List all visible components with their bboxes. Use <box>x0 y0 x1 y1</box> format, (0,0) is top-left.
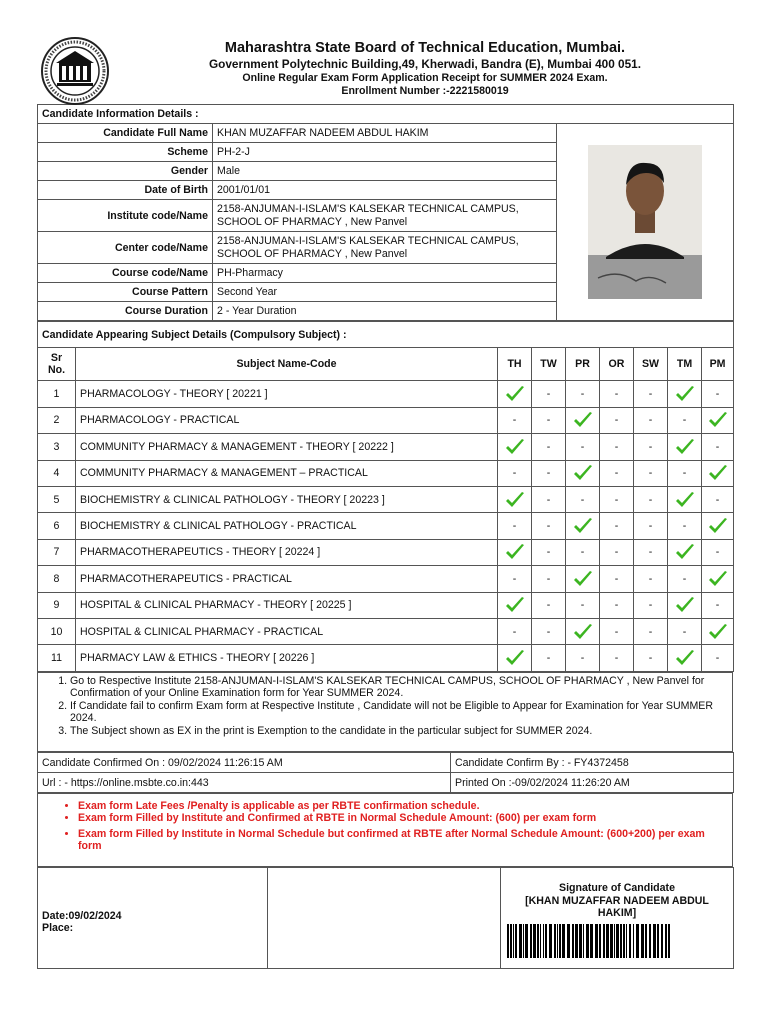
barcode-bar <box>525 924 528 958</box>
barcode-bar <box>545 924 547 958</box>
cell-or: - <box>600 645 634 671</box>
cell-tw: - <box>532 486 566 512</box>
table-row <box>38 645 734 671</box>
cell-pr: - <box>566 434 600 460</box>
cell-pr <box>566 407 600 433</box>
enrollment-number: Enrollment Number :-2221580019 <box>341 85 509 97</box>
center-value: 2158-ANJUMAN-I-ISLAM'S KALSEKAR TECHNICAL CAMPUS, SCHOOL OF PHARMACY , New Panvel <box>213 232 557 264</box>
confirmed-on: Candidate Confirmed On : 09/02/2024 11:26:15 AM <box>38 753 451 773</box>
note-item: 1. Go to Respective Institute 2158-ANJUMAN-I-ISLAM'S KALSEKAR TECHNICAL CAMPUS, SCHOOL OF PHARMACY , New Panvel for Confirmation of your Online Examination form for Year SUMMER 2024. <box>70 675 726 700</box>
note-item: 2. If Candidate fail to confirm Exam form at Respective Institute , Candidate will not be Eligible to Appear for Examination for Year SUMMER 2024. <box>70 700 726 725</box>
row-sr: 11 <box>38 645 76 671</box>
check-mark-icon <box>674 437 696 457</box>
col-header-subject: Subject Name-Code <box>76 348 498 381</box>
cell-tw: - <box>532 434 566 460</box>
msbte-logo <box>38 36 112 106</box>
cell-tm: - <box>668 513 702 539</box>
barcode-bar <box>636 924 639 958</box>
row-sr: 6 <box>38 513 76 539</box>
cell-sw: - <box>634 513 668 539</box>
check-mark-icon <box>707 569 729 589</box>
cell-pm <box>702 460 734 486</box>
cell-pm <box>702 407 734 433</box>
cell-th <box>498 645 532 671</box>
cell-or: - <box>600 381 634 407</box>
url-text: Url : - https://online.msbte.co.in:443 <box>38 773 451 793</box>
table-row <box>38 618 734 644</box>
cell-tw: - <box>532 407 566 433</box>
cell-pm <box>702 513 734 539</box>
cell-th <box>498 592 532 618</box>
cell-tm <box>668 434 702 460</box>
subject-table <box>37 321 734 672</box>
printed-on: Printed On :-09/02/2024 11:26:20 AM <box>451 773 734 793</box>
signature-table <box>37 867 734 969</box>
course-duration-value: 2 - Year Duration <box>213 302 557 321</box>
barcode-bar <box>554 924 556 958</box>
row-subject-name: HOSPITAL & CLINICAL PHARMACY - THEORY [ 20225 ] <box>76 592 498 618</box>
field-label: Center code/Name <box>38 232 213 264</box>
board-address: Government Polytechnic Building,49, Kherwadi, Bandra (E), Mumbai 400 051. <box>208 57 641 71</box>
cell-th: - <box>498 513 532 539</box>
row-sr: 7 <box>38 539 76 565</box>
cell-pm: - <box>702 381 734 407</box>
signature-cell <box>501 868 734 969</box>
cell-tm: - <box>668 460 702 486</box>
barcode-bar <box>533 924 536 958</box>
field-label: Scheme <box>38 143 213 162</box>
board-name: Maharashtra State Board of Technical Education, Mumbai. <box>224 40 626 56</box>
warnings-table <box>37 793 733 867</box>
barcode-bar <box>649 924 651 958</box>
check-mark-icon <box>504 490 526 510</box>
print-date: Date:09/02/2024 <box>42 910 122 922</box>
cell-pr <box>566 618 600 644</box>
cell-tm: - <box>668 407 702 433</box>
barcode-bar <box>510 924 512 958</box>
barcode-bar <box>523 924 524 958</box>
barcode-bar <box>661 924 663 958</box>
row-sr: 10 <box>38 618 76 644</box>
table-row <box>38 513 734 539</box>
barcode-bar <box>610 924 613 958</box>
course-pattern-value: Second Year <box>213 283 557 302</box>
col-header-sr: Sr No. <box>38 348 76 381</box>
barcode-bar <box>641 924 644 958</box>
barcode-bar <box>595 924 598 958</box>
row-subject-name: BIOCHEMISTRY & CLINICAL PATHOLOGY - PRACTICAL <box>76 513 498 539</box>
check-mark-icon <box>504 542 526 562</box>
cell-sw: - <box>634 407 668 433</box>
table-row <box>38 539 734 565</box>
barcode-bar <box>562 924 565 958</box>
barcode-bar <box>586 924 589 958</box>
barcode-bar <box>653 924 656 958</box>
check-mark-icon <box>707 622 729 642</box>
cell-th <box>498 539 532 565</box>
check-mark-icon <box>572 569 594 589</box>
row-sr: 4 <box>38 460 76 486</box>
gender-value: Male <box>213 162 557 181</box>
course-code-value: PH-Pharmacy <box>213 264 557 283</box>
cell-pm <box>702 566 734 592</box>
institute-value: 2158-ANJUMAN-I-ISLAM'S KALSEKAR TECHNICAL CAMPUS, SCHOOL OF PHARMACY , New Panvel <box>213 200 557 232</box>
cell-pr <box>566 513 600 539</box>
notes-table <box>37 672 733 753</box>
cell-pr <box>566 566 600 592</box>
check-mark-icon <box>504 595 526 615</box>
cell-sw: - <box>634 566 668 592</box>
cell-pm: - <box>702 486 734 512</box>
cell-tm <box>668 539 702 565</box>
cell-sw: - <box>634 539 668 565</box>
cell-th: - <box>498 407 532 433</box>
cell-or: - <box>600 592 634 618</box>
row-subject-name: PHARMACY LAW & ETHICS - THEORY [ 20226 ] <box>76 645 498 671</box>
receipt-page <box>37 36 733 969</box>
row-sr: 9 <box>38 592 76 618</box>
signature-name: [KHAN MUZAFFAR NADEEM ABDUL HAKIM] <box>525 894 709 919</box>
row-subject-name: COMMUNITY PHARMACY & MANAGEMENT – PRACTICAL <box>76 460 498 486</box>
row-subject-name: HOSPITAL & CLINICAL PHARMACY - PRACTICAL <box>76 618 498 644</box>
confirmed-by: Candidate Confirm By : - FY4372458 <box>451 753 734 773</box>
row-subject-name: COMMUNITY PHARMACY & MANAGEMENT - THEORY [ 20222 ] <box>76 434 498 460</box>
cell-or: - <box>600 434 634 460</box>
check-mark-icon <box>707 410 729 430</box>
subject-section-title: Candidate Appearing Subject Details (Compulsory Subject) : <box>38 322 734 348</box>
col-header-pr: PR <box>566 348 600 381</box>
barcode-bar <box>543 924 544 958</box>
subject-rows <box>38 381 734 671</box>
cell-pr: - <box>566 486 600 512</box>
barcode-bar <box>590 924 593 958</box>
barcode-bar <box>603 924 605 958</box>
cell-sw: - <box>634 618 668 644</box>
print-place: Place: <box>42 922 74 934</box>
barcode-bar <box>515 924 517 958</box>
warnings-list <box>44 800 726 852</box>
row-sr: 3 <box>38 434 76 460</box>
warning-item: • Exam form Late Fees /Penalty is applicable as per RBTE confirmation schedule. <box>78 800 726 812</box>
notes-list <box>44 675 726 738</box>
barcode-bar <box>645 924 647 958</box>
cell-tw: - <box>532 513 566 539</box>
barcode-bar <box>519 924 522 958</box>
cell-tw: - <box>532 539 566 565</box>
barcode-bar <box>540 924 541 958</box>
cell-pr: - <box>566 592 600 618</box>
receipt-header <box>37 36 733 104</box>
field-label: Course Pattern <box>38 283 213 302</box>
cell-sw: - <box>634 434 668 460</box>
cell-tm <box>668 592 702 618</box>
row-subject-name: PHARMACOTHERAPEUTICS - PRACTICAL <box>76 566 498 592</box>
barcode-bar <box>579 924 582 958</box>
row-sr: 1 <box>38 381 76 407</box>
row-subject-name: PHARMACOTHERAPEUTICS - THEORY [ 20224 ] <box>76 539 498 565</box>
barcode-bar <box>557 924 558 958</box>
check-mark-icon <box>504 648 526 668</box>
cell-tm <box>668 381 702 407</box>
cell-or: - <box>600 539 634 565</box>
col-header-tm: TM <box>668 348 702 381</box>
cell-th <box>498 486 532 512</box>
barcode-bar <box>606 924 609 958</box>
receipt-title: Online Regular Exam Form Application Receipt for SUMMER 2024 Exam. <box>242 72 608 84</box>
check-mark-icon <box>674 648 696 668</box>
cell-th: - <box>498 618 532 644</box>
check-mark-icon <box>674 490 696 510</box>
cell-pr: - <box>566 381 600 407</box>
cell-sw: - <box>634 460 668 486</box>
barcode-bar <box>620 924 622 958</box>
check-mark-icon <box>572 622 594 642</box>
cell-sw: - <box>634 592 668 618</box>
col-header-th: TH <box>498 348 532 381</box>
cell-sw: - <box>634 486 668 512</box>
barcode-bar <box>626 924 627 958</box>
field-label: Candidate Full Name <box>38 124 213 143</box>
barcode-bar <box>668 924 670 958</box>
row-subject-name: PHARMACOLOGY - PRACTICAL <box>76 407 498 433</box>
check-mark-icon <box>572 463 594 483</box>
barcode-bar <box>530 924 532 958</box>
cell-tw: - <box>532 381 566 407</box>
cell-th <box>498 434 532 460</box>
cell-tw: - <box>532 645 566 671</box>
check-mark-icon <box>674 542 696 562</box>
barcode-bar <box>572 924 574 958</box>
col-header-tw: TW <box>532 348 566 381</box>
candidate-photo <box>588 145 702 299</box>
cell-or: - <box>600 513 634 539</box>
barcode-bar <box>567 924 570 958</box>
table-row <box>38 434 734 460</box>
cell-th: - <box>498 460 532 486</box>
warning-item: • Exam form Filled by Institute and Confirmed at RBTE in Normal Schedule Amount: (600) per exam form <box>78 812 726 824</box>
cell-tw: - <box>532 592 566 618</box>
barcode-bar <box>537 924 539 958</box>
cell-th <box>498 381 532 407</box>
barcode-bar <box>633 924 634 958</box>
barcode-bar <box>614 924 615 958</box>
photo-cell <box>557 124 734 321</box>
barcode-bar <box>599 924 601 958</box>
check-mark-icon <box>707 463 729 483</box>
dob-value: 2001/01/01 <box>213 181 557 200</box>
blank-cell <box>268 868 501 969</box>
cell-tm: - <box>668 618 702 644</box>
row-sr: 2 <box>38 407 76 433</box>
cell-sw: - <box>634 645 668 671</box>
row-sr: 5 <box>38 486 76 512</box>
field-label: Course Duration <box>38 302 213 321</box>
scheme-value: PH-2-J <box>213 143 557 162</box>
cell-tm: - <box>668 566 702 592</box>
warnings-cell <box>38 794 733 867</box>
field-label: Institute code/Name <box>38 200 213 232</box>
notes-cell <box>38 672 733 752</box>
col-header-or: OR <box>600 348 634 381</box>
cell-pm: - <box>702 645 734 671</box>
cell-th: - <box>498 566 532 592</box>
cell-tw: - <box>532 618 566 644</box>
candidate-full-name: KHAN MUZAFFAR NADEEM ABDUL HAKIM <box>213 124 557 143</box>
cell-tw: - <box>532 566 566 592</box>
cell-tm <box>668 486 702 512</box>
cell-tw: - <box>532 460 566 486</box>
barcode-bar <box>657 924 659 958</box>
barcode-bar <box>513 924 514 958</box>
check-mark-icon <box>674 595 696 615</box>
candidate-section-title: Candidate Information Details : <box>38 105 734 124</box>
note-item: 3. The Subject shown as EX in the print is Exemption to the candidate in the particular subject for SUMMER 2024. <box>70 725 726 738</box>
field-label: Date of Birth <box>38 181 213 200</box>
table-row <box>38 407 734 433</box>
check-mark-icon <box>707 516 729 536</box>
row-subject-name: BIOCHEMISTRY & CLINICAL PATHOLOGY - THEORY [ 20223 ] <box>76 486 498 512</box>
cell-or: - <box>600 566 634 592</box>
col-header-sw: SW <box>634 348 668 381</box>
table-row <box>38 566 734 592</box>
confirmation-table <box>37 752 734 793</box>
barcode-bar <box>665 924 667 958</box>
barcode-bar <box>549 924 552 958</box>
barcode-bar <box>623 924 625 958</box>
barcode-bar <box>616 924 619 958</box>
cell-or: - <box>600 407 634 433</box>
barcode-bar <box>629 924 631 958</box>
col-header-pm: PM <box>702 348 734 381</box>
cell-pm: - <box>702 434 734 460</box>
check-mark-icon <box>504 384 526 404</box>
barcode-bar <box>507 924 509 958</box>
check-mark-icon <box>504 437 526 457</box>
warning-item: • Exam form Filled by Institute in Normal Schedule but confirmed at RBTE after Normal Schedule Amount: (600+200) per exam form <box>78 828 726 852</box>
table-row <box>38 381 734 407</box>
barcode-bar <box>559 924 561 958</box>
table-row <box>38 460 734 486</box>
signature-title: Signature of Candidate <box>559 882 675 894</box>
cell-pr: - <box>566 539 600 565</box>
cell-pm: - <box>702 539 734 565</box>
barcode-bar <box>583 924 584 958</box>
cell-pm <box>702 618 734 644</box>
check-mark-icon <box>572 410 594 430</box>
date-place-cell <box>38 868 268 969</box>
check-mark-icon <box>572 516 594 536</box>
table-row <box>38 486 734 512</box>
cell-or: - <box>600 486 634 512</box>
barcode-bar <box>575 924 578 958</box>
barcode <box>505 924 673 958</box>
row-sr: 8 <box>38 566 76 592</box>
table-row <box>38 592 734 618</box>
field-label: Course code/Name <box>38 264 213 283</box>
cell-sw: - <box>634 381 668 407</box>
cell-or: - <box>600 618 634 644</box>
row-subject-name: PHARMACOLOGY - THEORY [ 20221 ] <box>76 381 498 407</box>
field-label: Gender <box>38 162 213 181</box>
cell-tm <box>668 645 702 671</box>
cell-pr: - <box>566 645 600 671</box>
cell-pm: - <box>702 592 734 618</box>
check-mark-icon <box>674 384 696 404</box>
cell-pr <box>566 460 600 486</box>
cell-or: - <box>600 460 634 486</box>
candidate-info-table <box>37 104 734 321</box>
